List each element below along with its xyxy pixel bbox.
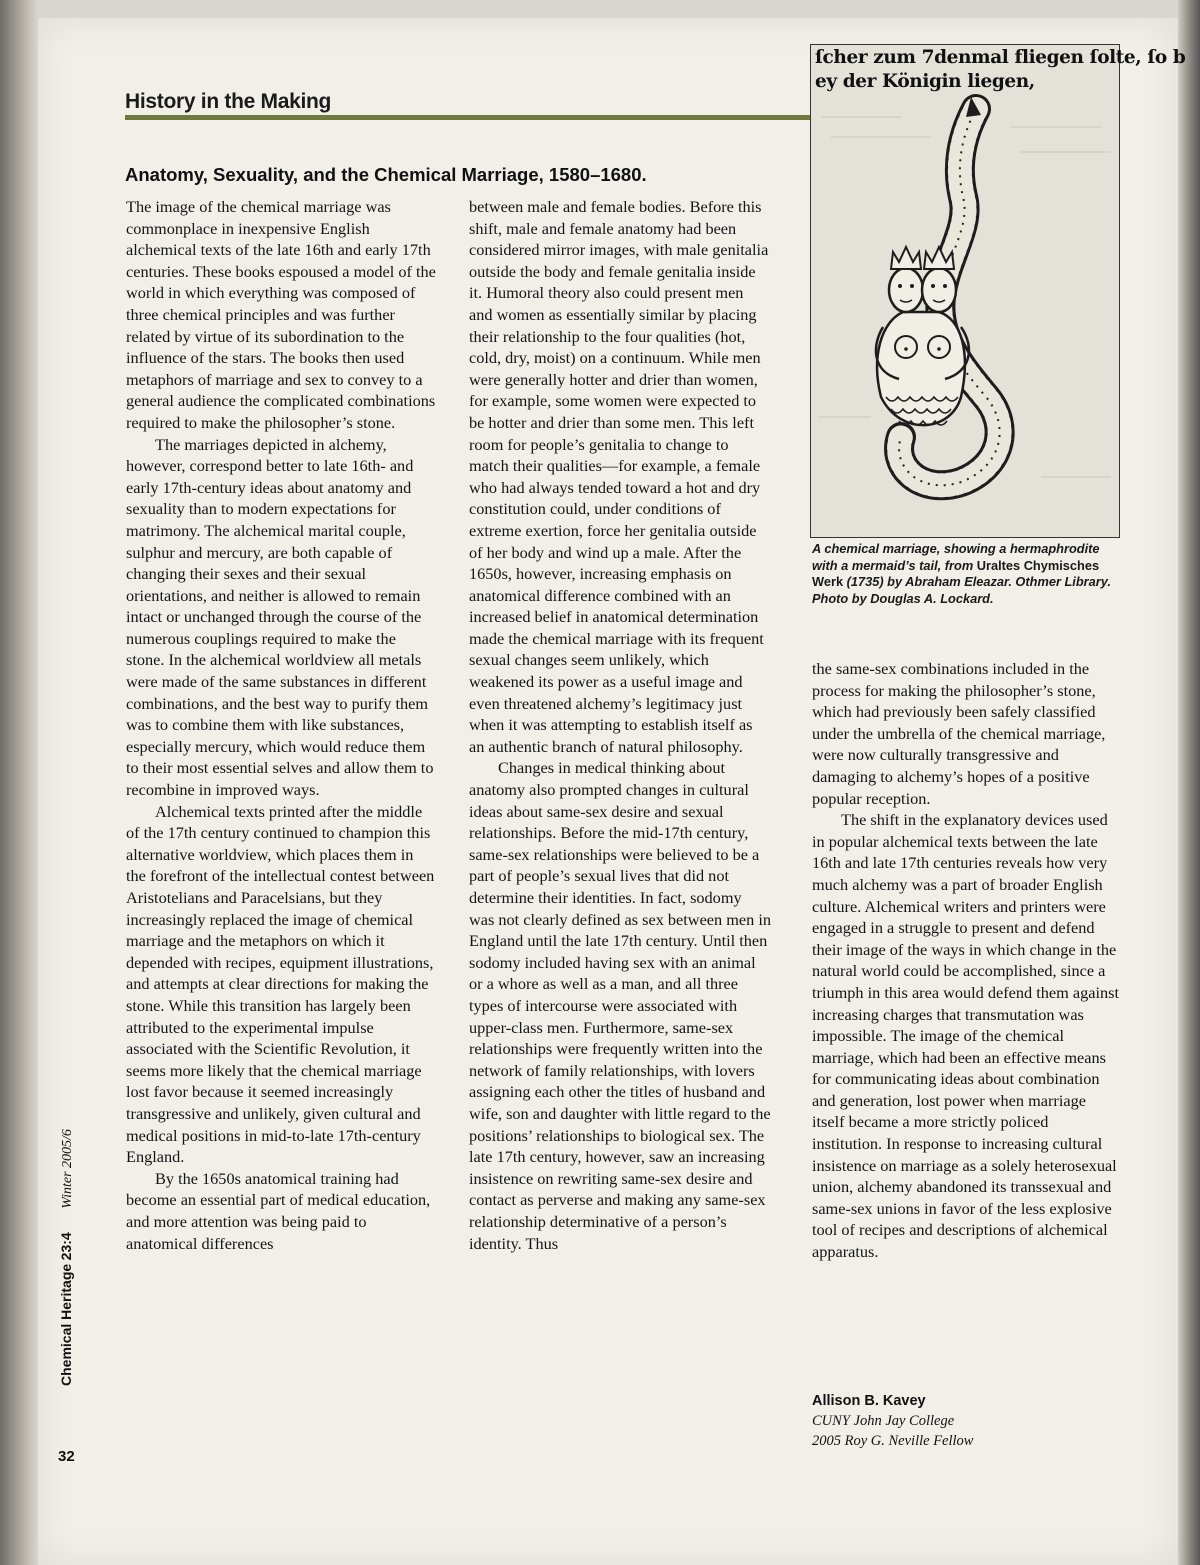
paragraph: The image of the chemical marriage was commonplace in inexpensive English alchemical texts of the late 16th and early 17th centuries. These books espoused a model of the world in which everything was composed of three chemical principles and was further related by virtue of its subordination to the influence of the stars. The books then used metaphors of marriage and sex to convey to a general audience the complicated combinations required to make the philosopher’s stone. (126, 197, 436, 432)
author-name: Allison B. Kavey (812, 1393, 926, 1409)
author-fellowship: 2005 Roy G. Neville Fellow (812, 1433, 974, 1449)
paragraph: The shift in the explanatory devices used in popular alchemical texts between the late 16th and late 17th centuries reveals how very much alchemy was a part of broader English culture. Alchemical writers and printers were engaged in a struggle to present and defend their image of the ways in which change in the natural world could be accomplished, since a triumph in this area would defend them against increasing charges that transmutation was impossible. The image of the chemical marriage, which had been an effective means for communicating ideas about combination and generation, lost power when marriage itself became a more strictly policed institution. In response to increasing cultural insistence on marriage as a solely heterosexual union, alchemy abandoned its transsexual and same-sex unions in favor of the less explosive tool of recipes and descriptions of alchemical apparatus. (812, 810, 1120, 1262)
article-column-2 (469, 196, 771, 1254)
article-headline: Anatomy, Sexuality, and the Chemical Marriage, 1580–1680. (125, 164, 647, 185)
page-edge (1178, 0, 1200, 1565)
author-affiliation: CUNY John Jay College (812, 1413, 955, 1429)
journal-name: Chemical Heritage (58, 1263, 74, 1386)
article-column-3 (812, 658, 1122, 1263)
page-number: 32 (58, 1448, 75, 1465)
binding-shadow (0, 0, 38, 1565)
paragraph: Alchemical texts printed after the middle of the 17th century continued to champion this alternative worldview, which places them in the forefront of the intellectual contest between Aristotelians and Paracelsians, but they increasingly replaced the image of chemical marriage and the metaphors on which it depended with recipes, equipment illustrations, and attempts at clear directions for making the stone. While this transition has largely been attributed to the experimental impulse associated with the Scientific Revolution, it seems more likely that the chemical marriage lost favor because it seemed increasingly transgressive and unlikely, given cultural and medical positions in mid-to-late 17th-century England. (126, 801, 435, 1167)
paragraph: Changes in medical thinking about anatomy also prompted changes in cultural ideas about same-sex desire and sexual relationships. Before the mid-17th century, same-sex relationships were believed to be a part of people’s sexual lives that did not determine their identities. In fact, sodomy was not clearly defined as sex between men in England until the late 17th century. Until then sodomy included having sex with an animal or a whore as well as a man, and all three types of intercourse were associated with upper-class men. Furthermore, same-sex relationships were frequently written into the network of family relationships, with lovers assigning each other the titles of husband and wife, son and daughter with little regard to the positions’ relationships to biological sex. The late 17th century, however, saw an increasing insistence on rewriting same-sex desire and contact as perverse and making any same-sex relationship determinative of a person’s identity. Thus (469, 758, 771, 1253)
section-rule (125, 115, 810, 120)
woodcut-figure (810, 44, 1186, 538)
paragraph: the same-sex combinations included in the process for making the philosopher’s stone, which had previously been safely classified under the umbrella of the chemical marriage, were now culturally transgressive and damaging to alchemy’s hopes of a positive popular reception. (812, 659, 1106, 808)
journal-issue: 23:4 (58, 1232, 74, 1261)
paragraph: between male and female bodies. Before this shift, male and female anatomy had been considered mirror images, with male genitalia outside the body and female genitalia inside it. Humoral theory also could present men and women as essentially similar by placing their relationship to the four qualities (hot, cold, dry, moist) on a continuum. While men were generally hotter and drier than women, for example, some women were expected to be hotter and drier than some men. This left room for people’s genitalia to change to match their qualities—for example, a female who had always tended toward a hot and dry constitution could, under conditions of extreme exertion, force her genitalia outside of her body and wind up a male. After the 1650s, however, increasing emphasis on anatomical difference combined with an increased belief in anatomical determination made the chemical marriage with its frequent sexual changes seem unlikely, which weakened its power as a useful image and even threatened alchemy’s legitimacy just when it was attempting to establish itself as an authentic branch of natural philosophy. (469, 197, 769, 756)
mermaid-hermaphrodite-illustration (811, 97, 1119, 537)
figure-caption (812, 541, 1124, 607)
paragraph: By the 1650s anatomical training had become an essential part of medical education, and more attention was being paid to anatomical differences (126, 1168, 431, 1253)
caption-text-end: (1735) by Abraham Eleazar. Othmer Library. Photo by Douglas A. Lockard. (812, 574, 1111, 606)
fraktur-text-line-2: ey der Königin liegen, (815, 71, 1035, 92)
running-footer (58, 1129, 76, 1386)
section-label: History in the Making (125, 90, 332, 113)
article-column-1 (126, 196, 436, 1254)
caption-text: A chemical marriage, showing a hermaphrodite with a mermaid’s tail, from (812, 541, 1100, 573)
fraktur-text-line-1: ſcher zum 7denmal fliegen ſolte, ſo b (815, 47, 1186, 68)
journal-season: Winter 2005/6 (60, 1129, 75, 1209)
paragraph: The marriages depicted in alchemy, however, correspond better to late 16th- and early 17th-century ideas about anatomy and sexuality than to modern expectations for matrimony. The alchemical marital couple, sulphur and mercury, are both capable of changing their sexes and their sexual orientations, and neither is allowed to remain intact or unchanged through the course of the numerous couplings required to make the stone. In the alchemical worldview all metals were made of the same substances in different combinations, and the best way to purify them was to combine them with like substances, especially mercury, which would reduce them to their most essential selves and allow them to recombine in improved ways. (126, 434, 434, 800)
caption-book-title: Uraltes Chymisches Werk (812, 557, 1100, 590)
